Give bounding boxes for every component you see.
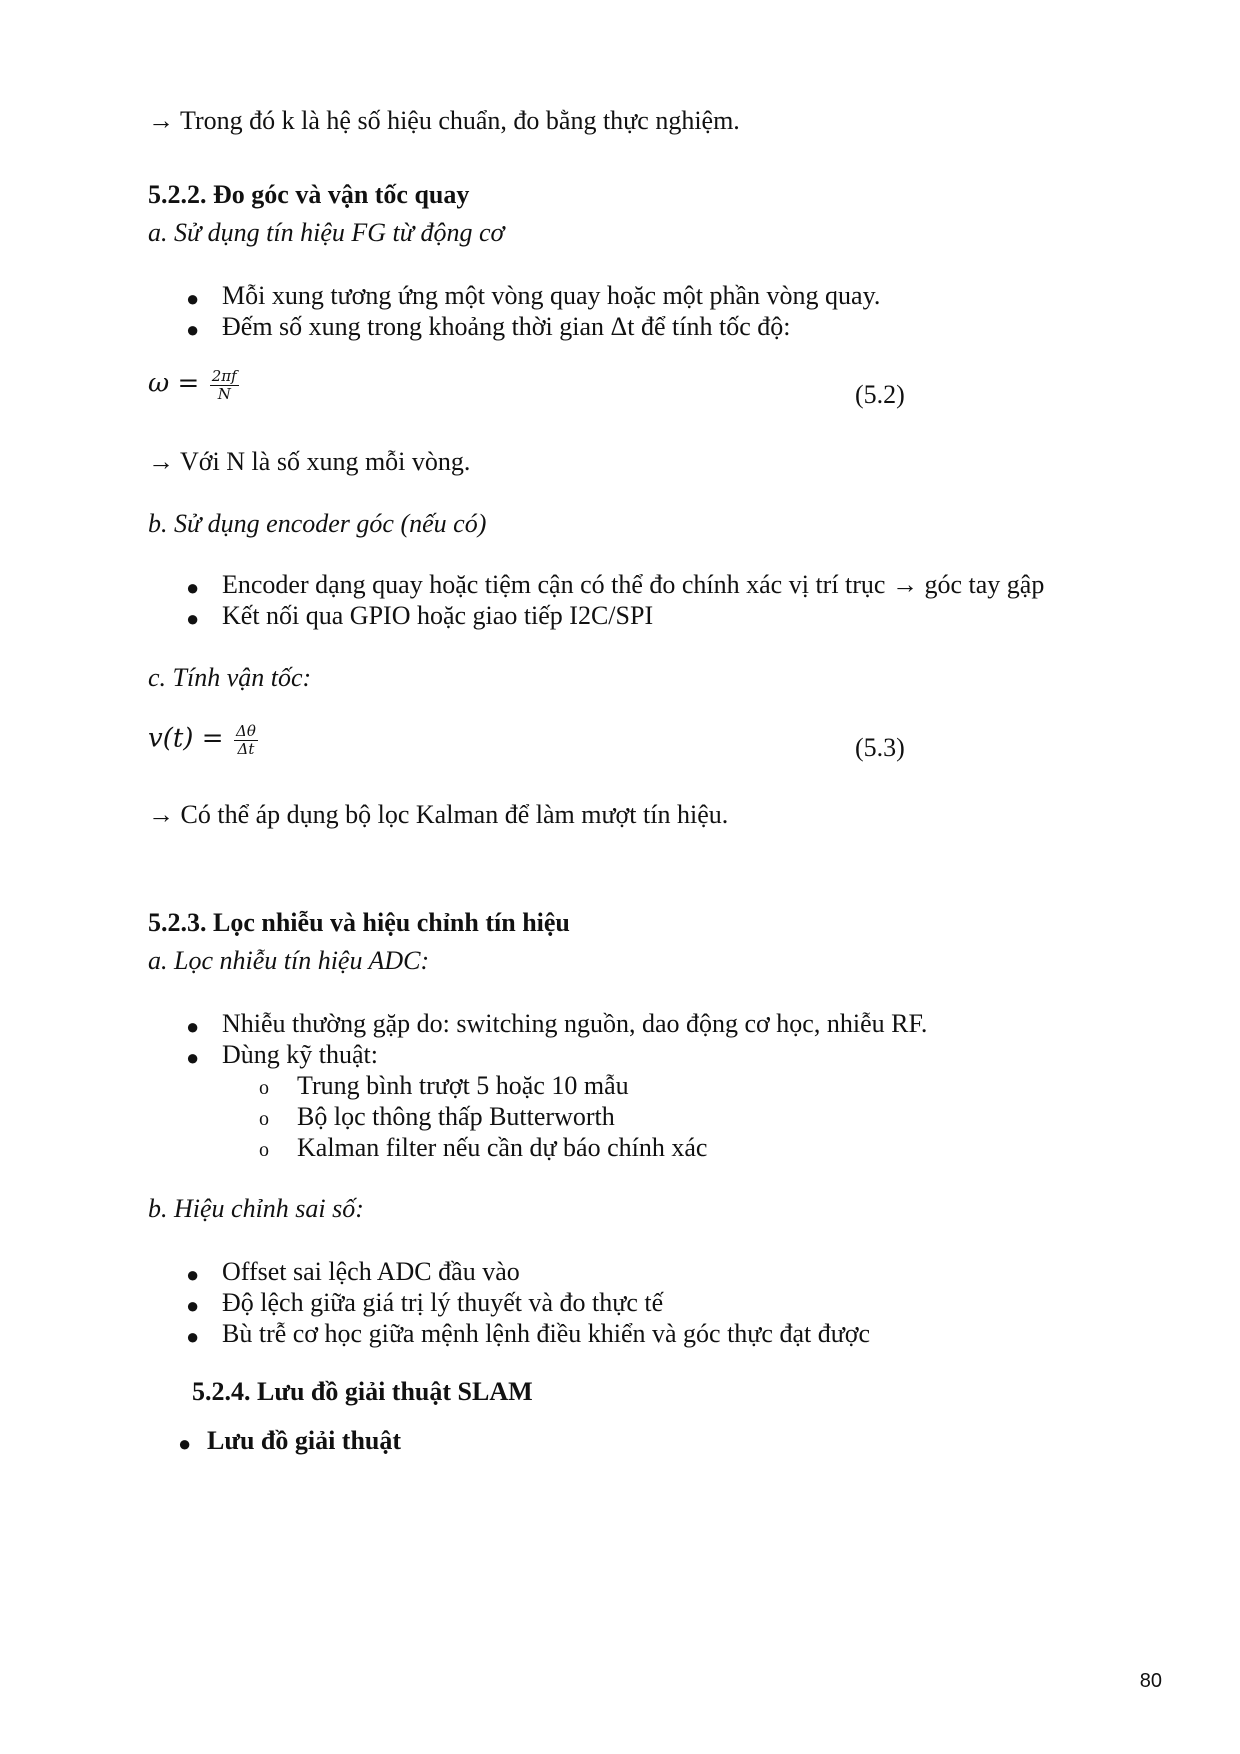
- fraction-denominator: Δt: [237, 740, 255, 758]
- intro-note: → Trong đó k là hệ số hiệu chuẩn, đo bằng thực nghiệm.: [148, 106, 740, 135]
- sub-list-item: Kalman filter nếu cần dự báo chính xác: [297, 1133, 708, 1162]
- bullet-icon: ●: [186, 317, 200, 342]
- circle-bullet-icon: o: [259, 1108, 269, 1130]
- list-item: Encoder dạng quay hoặc tiệm cận có thể đo chính xác vị trí trục → góc tay gập: [222, 570, 1045, 599]
- bullet-icon: ●: [186, 1014, 200, 1039]
- list-item: Nhiễu thường gặp do: switching nguồn, dao động cơ học, nhiễu RF.: [222, 1009, 928, 1038]
- page-number: 80: [1139, 1670, 1162, 1692]
- bullet-icon: ●: [186, 1045, 200, 1070]
- list-item: Offset sai lệch ADC đầu vào: [222, 1257, 520, 1286]
- list-item: Đếm số xung trong khoảng thời gian Δt để tính tốc độ:: [222, 312, 791, 341]
- sub-list-item: Bộ lọc thông thấp Butterworth: [297, 1102, 615, 1131]
- fraction-denominator: N: [217, 385, 231, 403]
- note: → Với N là số xung mỗi vòng.: [148, 447, 471, 476]
- subheading-523-b: b. Hiệu chỉnh sai số:: [148, 1194, 364, 1223]
- equation-number: (5.3): [855, 733, 905, 762]
- list-item: Bù trễ cơ học giữa mệnh lệnh điều khiển và góc thực đạt được: [222, 1319, 871, 1348]
- section-heading-523: 5.2.3. Lọc nhiễu và hiệu chỉnh tín hiệu: [148, 908, 570, 937]
- equation-number: (5.2): [855, 380, 905, 409]
- circle-bullet-icon: o: [259, 1077, 269, 1099]
- subheading-522-c: c. Tính vận tốc:: [148, 663, 312, 692]
- bullet-icon: ●: [186, 1324, 200, 1349]
- bullet-icon: ●: [186, 286, 200, 311]
- section-heading-524: 5.2.4. Lưu đồ giải thuật SLAM: [192, 1377, 533, 1406]
- equation-5-3: [148, 723, 258, 758]
- circle-bullet-icon: o: [259, 1139, 269, 1161]
- subheading-522-a: a. Sử dụng tín hiệu FG từ động cơ: [148, 218, 505, 247]
- equation-fraction: [234, 723, 258, 758]
- list-item: Độ lệch giữa giá trị lý thuyết và đo thực tế: [222, 1288, 664, 1317]
- subheading-522-b: b. Sử dụng encoder góc (nếu có): [148, 509, 487, 538]
- note: → Có thể áp dụng bộ lọc Kalman để làm mượt tín hiệu.: [148, 800, 729, 829]
- section-heading-522: 5.2.2. Đo góc và vận tốc quay: [148, 180, 470, 209]
- equation-lhs: v(t) =: [148, 723, 224, 754]
- bullet-icon: ●: [186, 1293, 200, 1318]
- bullet-icon: ●: [178, 1431, 192, 1456]
- list-item: Dùng kỹ thuật:: [222, 1040, 378, 1069]
- list-item: Kết nối qua GPIO hoặc giao tiếp I2C/SPI: [222, 601, 654, 630]
- subheading-523-a: a. Lọc nhiễu tín hiệu ADC:: [148, 946, 430, 975]
- equation-5-2: [148, 368, 239, 403]
- sub-list-item: Trung bình trượt 5 hoặc 10 mẫu: [297, 1071, 629, 1100]
- equation-fraction: [210, 368, 239, 403]
- bullet-icon: ●: [186, 575, 200, 600]
- fraction-numerator: Δθ: [235, 722, 256, 740]
- bullet-icon: ●: [186, 606, 200, 631]
- bullet-icon: ●: [186, 1262, 200, 1287]
- fraction-numerator: 2πf: [211, 367, 237, 385]
- equation-lhs: ω =: [148, 368, 200, 399]
- list-item: Mỗi xung tương ứng một vòng quay hoặc một phần vòng quay.: [222, 281, 881, 310]
- bold-list-item: Lưu đồ giải thuật: [207, 1426, 402, 1455]
